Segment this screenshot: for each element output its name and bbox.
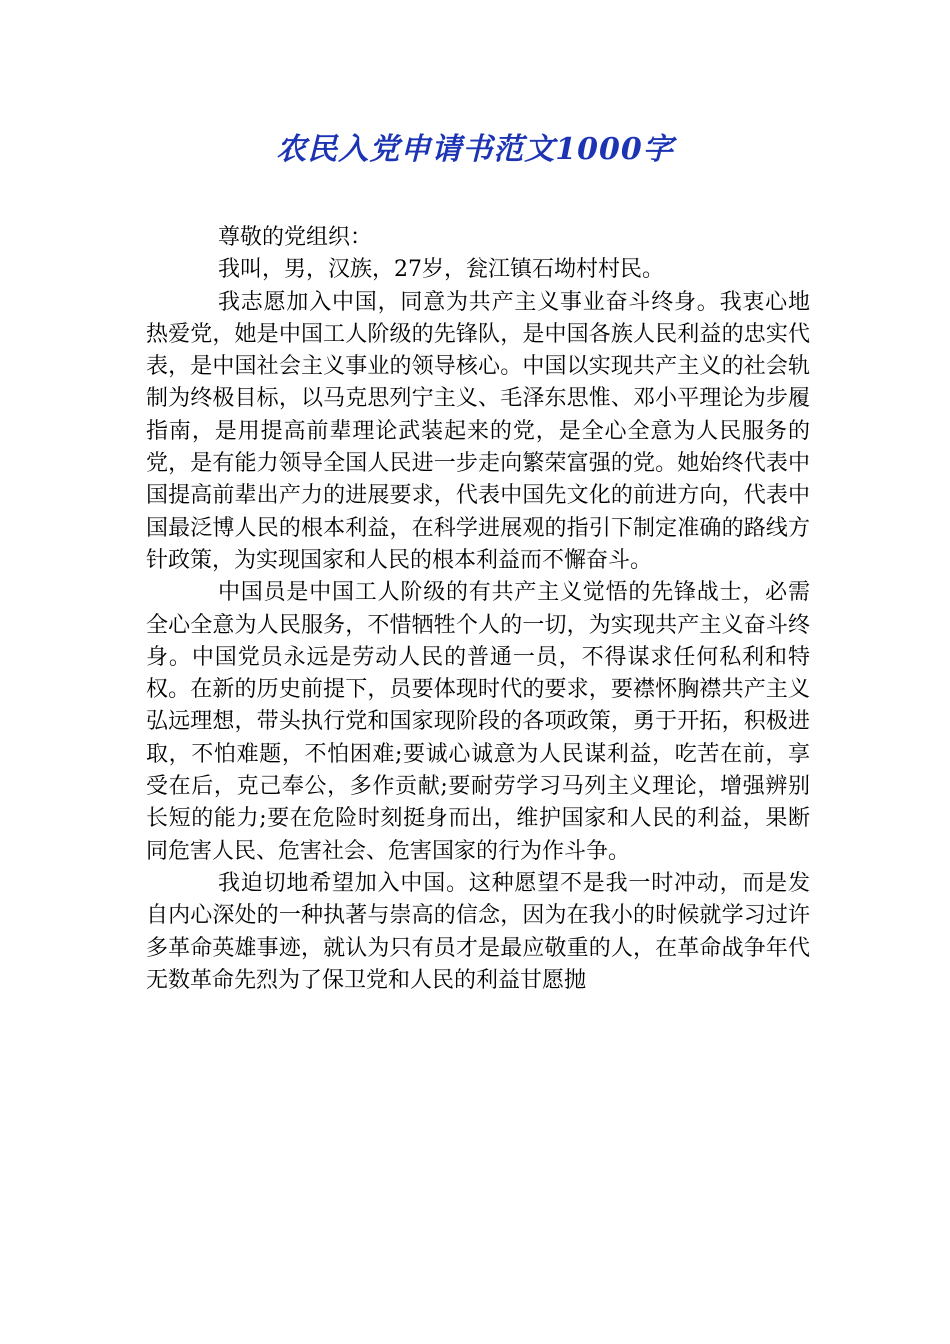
paragraph-2: 我志愿加入中国，同意为共产主义事业奋斗终身。我衷心地热爱党，她是中国工人阶级的先锋队，是中国各族人民利益的忠实代表，是中国社会主义事业的领导核心。中国以实现共产主义的社会轨制为终极目标，以马克思列宁主义、毛泽东思惟、邓小平理论为步履指南，是用提高前辈理论武装起来的党，是全心全意为人民服务的党，是有能力领导全国人民进一步走向繁荣富强的党。她始终代表中国提高前辈出产力的进展要求，代表中国先文化的前进方向，代表中国最泛博人民的根本利益，在科学进展观的指引下制定准确的路线方针政策，为实现国家和人民的根本利益而不懈奋斗。 bbox=[146, 289, 810, 573]
paragraph-3: 中国员是中国工人阶级的有共产主义觉悟的先锋战士，必需全心全意为人民服务，不惜牺牲个人的一切，为实现共产主义奋斗终身。中国党员永远是劳动人民的普通一员，不得谋求任何私利和特权。在新的历史前提下，员要体现时代的要求，要襟怀胸襟共产主义弘远理想，带头执行党和国家现阶段的各项政策，勇于开拓，积极进取，不怕难题，不怕困难;要诚心诚意为人民谋利益，吃苦在前，享受在后，克己奉公，多作贡献;要耐劳学习马列主义理论，增强辨别长短的能力;要在危险时刻挺身而出，维护国家和人民的利益，果断同危害人民、危害社会、危害国家的行为作斗争。 bbox=[146, 580, 810, 864]
paragraph-4: 我迫切地希望加入中国。这种愿望不是我一时冲动，而是发自内心深处的一种执著与崇高的信念，因为在我小的时候就学习过许多革命英雄事迹，就认为只有员才是最应敬重的人，在革命战争年代无数革命先烈为了保卫党和人民的利益甘愿抛 bbox=[146, 870, 810, 993]
document-title: 农民入党申请书范文1000字 bbox=[276, 132, 674, 167]
document-body bbox=[146, 222, 810, 997]
salutation: 尊敬的党组织： bbox=[218, 225, 373, 250]
paragraph-1: 我叫，男，汉族，27岁，瓮江镇石坳村村民。 bbox=[218, 257, 664, 283]
